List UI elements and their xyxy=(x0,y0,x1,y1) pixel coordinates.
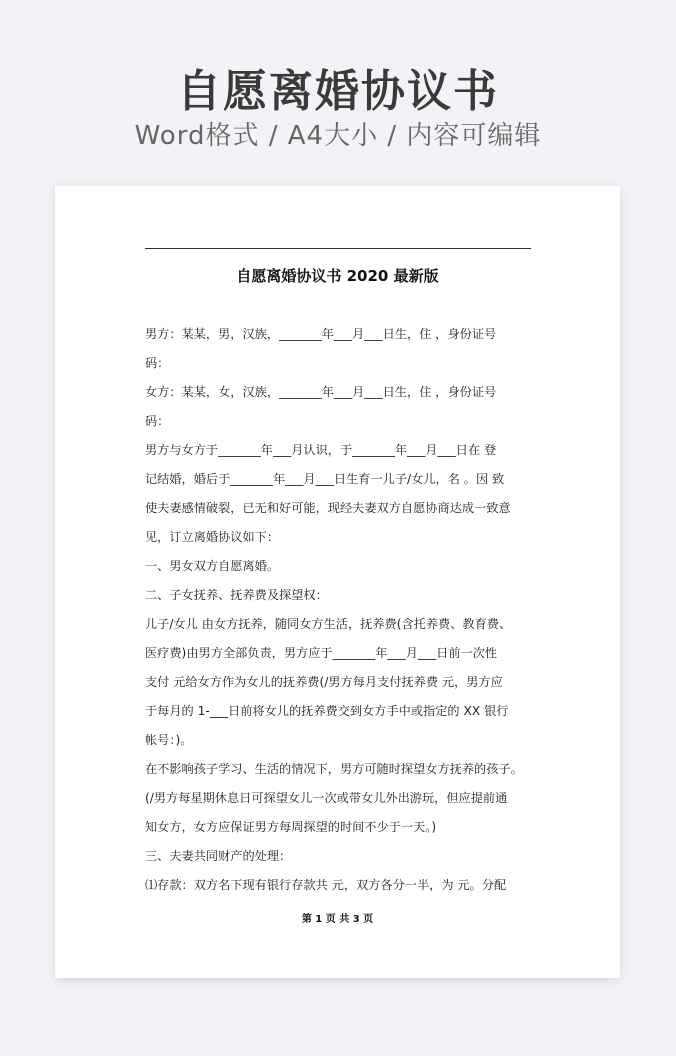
body-line: 见，订立离婚协议如下： xyxy=(145,530,280,544)
body-line: ⑴存款：双方名下现有银行存款共 元，双方各分一半，为 元。分配 xyxy=(145,878,507,892)
banner-title: 自愿离婚协议书 xyxy=(177,66,499,117)
body-line: 二、子女抚养、抚养费及探望权： xyxy=(145,588,328,602)
body-line: 支付 元给女方作为女儿的抚养费(/男方每月支付抚养费 元，男方应 xyxy=(145,675,503,689)
body-line: 女方：某某，女，汉族，_______年___月___日生，住 ，身份证号 xyxy=(145,385,497,399)
body-line: 知女方，女方应保证男方每周探望的时间不少于一天。) xyxy=(145,820,437,834)
banner-subtitle: Word格式 / A4大小 / 内容可编辑 xyxy=(134,121,542,151)
body-line: 于每月的 1-___日前将女儿的抚养费交到女方手中或指定的 XX 银行 xyxy=(145,704,509,718)
body-line: 男方：某某，男，汉族，_______年___月___日生，住 ，身份证号 xyxy=(145,327,497,341)
header-rule xyxy=(145,248,531,249)
body-line: 男方与女方于_______年___月认识，于_______年___月___日在 登 xyxy=(145,443,497,457)
body-line: 医疗费)由男方全部负责，男方应于_______年___月___日前一次性 xyxy=(145,646,498,660)
document-title: 自愿离婚协议书 2020 最新版 xyxy=(236,267,439,285)
document-body xyxy=(145,320,535,900)
body-line: 记结婚，婚后于_______年___月___日生育一儿子/女儿，名 。因 致 xyxy=(145,472,505,486)
body-line: 在不影响孩子学习、生活的情况下，男方可随时探望女方抚养的孩子。 xyxy=(145,762,523,776)
document-page xyxy=(55,186,620,978)
body-line: 码： xyxy=(145,356,170,370)
page-footer: 第 1 页 共 3 页 xyxy=(301,914,374,925)
body-line: 使夫妻感情破裂，已无和好可能，现经夫妻双方自愿协商达成一致意 xyxy=(145,501,511,515)
body-line: (/男方每星期休息日可探望女儿一次或带女儿外出游玩，但应提前通 xyxy=(145,791,508,805)
body-line: 码： xyxy=(145,414,170,428)
body-line: 三、夫妻共同财产的处理： xyxy=(145,849,292,863)
body-line: 儿子/女儿 由女方抚养，随同女方生活，抚养费(含托养费、教育费、 xyxy=(145,617,512,631)
body-line: 一、男女双方自愿离婚。 xyxy=(145,559,280,573)
body-line: 帐号：)。 xyxy=(145,733,193,747)
